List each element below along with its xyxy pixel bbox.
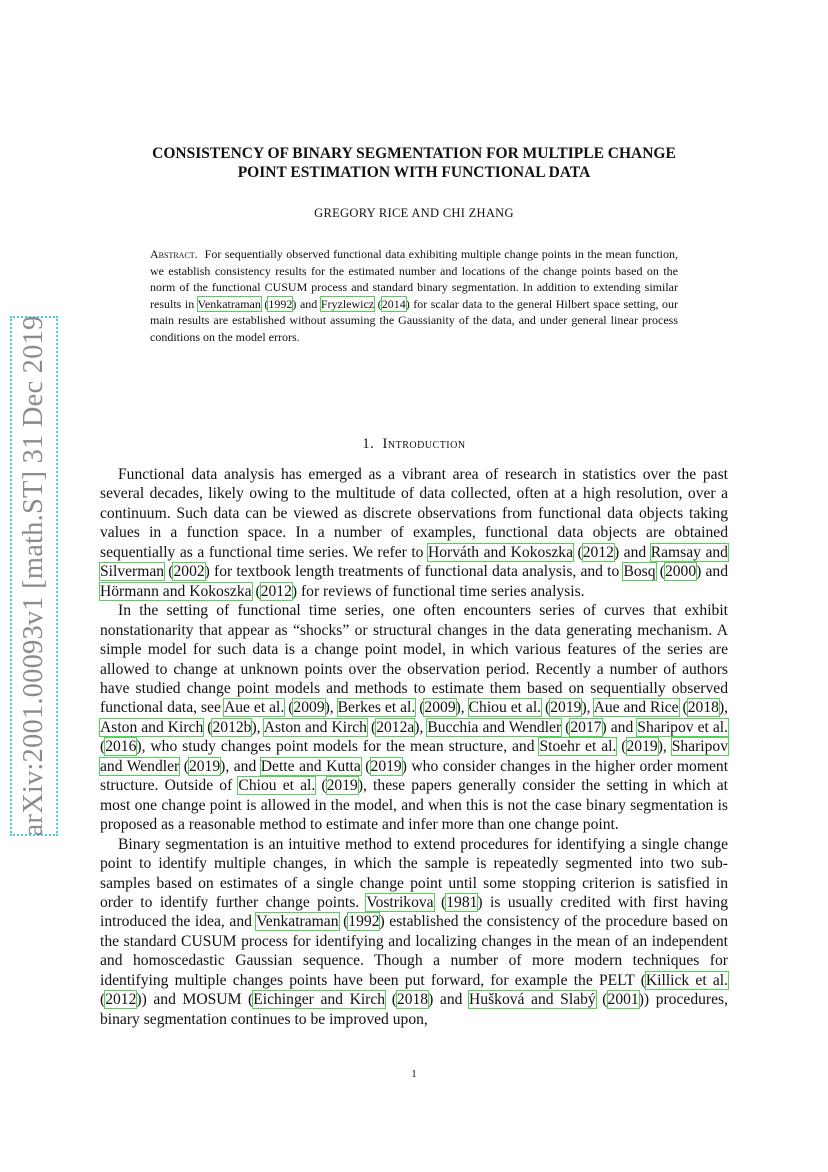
text-run: ) for reviews of functional time series analysis. [291,582,585,600]
paragraph-3 [100,835,728,1030]
text-run: ( [100,738,106,756]
abstract-text: ) for scalar data to the general Hilbert space setting, our main results are established without assuming the Gaussianity of the data, and under general linear process conditions on the model errors. [150,296,679,344]
text-run: ( [251,582,261,600]
text-run: ( [678,699,688,717]
paragraph-1 [100,465,728,601]
text-run: ), [414,718,428,736]
text-run: ( [655,563,665,581]
section-title: Introduction [382,436,466,452]
citation-year-link[interactable]: 2019 [626,738,658,756]
text-run: ( [385,991,397,1009]
text-run: ( [541,699,551,717]
citation-link[interactable]: Venkatraman [256,913,339,931]
citation-year-link[interactable]: 2009 [424,699,456,717]
text-run: ( [573,543,583,561]
citation-year-link[interactable]: 1992 [348,913,380,931]
citation-link[interactable]: Vostrikova [366,893,434,911]
citation-link[interactable]: Dette and Kutta [260,757,361,775]
text-run: ( [366,718,377,736]
citation-year-link[interactable]: 2019 [370,757,402,775]
text-run: ) for textbook length treatments of functional data analysis, and to [204,563,624,581]
text-run: In the setting of functional time series, one often encounters series of curves that exhibit nonstationarity that appear as “shocks” or structural changes in the data generating mechanism. A simple model for such data is a change point model, in which various features of the series are allowed to change at unknown points over the observation period. Recently a number of authors have studied change point models and methods to estimate them based on sequentially observed functional data, see [100,602,728,717]
citation-year-link[interactable]: 1992 [268,296,293,311]
citation-year-link[interactable]: 2012b [212,718,252,736]
text-run: Functional data analysis has emerged as a vibrant area of research in statistics over the past several decades, likely owing to the multitude of data collected, often at a high resolution, over a continuum. Such data can be viewed as discrete observations from functional data objects taking values in a function space. In a number of examples, functional data objects are obtained sequentially as a functional time series. We refer to [100,466,728,561]
text-run: ( [433,893,447,911]
citation-link[interactable]: Bosq [623,563,656,581]
title-line-1: CONSISTENCY OF BINARY SEGMENTATION FOR MULTIPLE CHANGE [152,145,676,162]
citation-year-link[interactable]: 1981 [446,893,478,911]
body-text [100,465,728,1029]
text-run: )) procedures, binary segmentation continues to be improved upon, [100,991,728,1028]
text-run: ), these papers generally consider the setting in which at most one change point is allowed in the model, and when this is not the case binary segmentation is proposed as a reasonable method to estimate and infer more than one change point. [100,777,728,834]
text-run: ( [360,757,371,775]
section-heading [100,436,728,453]
citation-year-link[interactable]: 2016 [105,738,137,756]
text-run: ), [324,699,338,717]
page-number: 1 [411,1068,417,1080]
citation-year-link[interactable]: 2012 [582,543,614,561]
citation-link[interactable]: Hörmann and Kokoszka [100,582,252,600]
section-number: 1. [362,436,375,452]
citation-link[interactable]: Eichinger and Kirch [253,991,386,1009]
text-run: ) established the consistency of the procedure based on the standard CUSUM process for identifying and localizing changes in the mean of an independent and homoscedastic Gaussian sequence. Though a number of more modern techniques for identifying multiple changes points have been put forward, for example the PELT ( [100,913,729,989]
citation-link[interactable]: Aue et al. [223,699,285,717]
citation-link[interactable]: Fryzlewicz [320,296,375,311]
citation-link[interactable]: Horváth and Kokoszka [428,543,574,561]
citation-year-link[interactable]: 2018 [687,699,719,717]
authors: GREGORY RICE AND CHI ZHANG [314,206,514,220]
citation-year-link[interactable]: 2019 [326,777,358,795]
text-run: ( [595,991,608,1009]
text-run: ) is usually credited with first having introduced the idea, and [100,893,728,931]
citation-link[interactable]: Killick et al. [645,971,728,989]
citation-year-link[interactable]: 2017 [570,718,602,736]
citation-link[interactable]: Aston and Kirch [263,718,367,736]
citation-year-link[interactable]: 2014 [381,296,406,311]
text-run: ( [415,699,425,717]
citation-link[interactable]: Berkes et al. [337,699,416,717]
text-run: ), and [220,757,261,775]
citation-link[interactable]: Sharipov and Wendler [100,738,729,775]
text-run: ( [616,738,627,756]
title-line-2: POINT ESTIMATION WITH FUNCTIONAL DATA [237,164,591,181]
arxiv-identifier: arXiv:2001.00093v1 [math.ST] 31 Dec 2019 [18,315,49,837]
text-run: Binary segmentation is an intuitive method to extend procedures for identifying a single change point to identify multiple changes, in which the sample is repeatedly segmented into two sub-samples based on estimates of a single change point until some stopping criterion is satisfied in order to identify further change points. [100,835,728,911]
citation-link[interactable]: Aston and Kirch [100,718,204,736]
citation-link[interactable]: Hušková and Slabý [469,991,596,1009]
citation-year-link[interactable]: 2002 [173,563,205,581]
text-run: ), [718,699,729,717]
citation-link[interactable]: Chiou et al. [238,777,316,795]
text-run: ) and [696,563,729,581]
citation-year-link[interactable]: 2019 [550,699,582,717]
text-run: ( [315,777,327,795]
text-run: ( [179,757,189,775]
text-run: ), [455,699,469,717]
text-run: ( [100,991,106,1009]
citation-year-link[interactable]: 2012a [376,718,415,736]
text-run: ), who study changes point models for the mean structure, and [136,738,540,756]
citation-link[interactable]: Chiou et al. [468,699,542,717]
citation-year-link[interactable]: 2001 [607,991,639,1009]
text-run: ) who consider changes in the higher order moment structure. Outside of [100,757,729,795]
text-run: ( [338,913,349,931]
abstract-text: For sequentially observed functional data exhibiting multiple change points in the mean function, we establish consistency results for the estimated number and locations of the change points based on the norm of the functional CUSUM process and standard binary segmentation. In addition to extending similar results in [150,247,678,311]
text-run: ), [251,718,264,736]
text-run: )) and MOSUM ( [136,991,254,1009]
text-run: ) and [601,718,638,736]
abstract [150,246,678,345]
citation-link[interactable]: Aue and Rice [593,699,679,717]
citation-year-link[interactable]: 2018 [396,991,429,1009]
paper-title [100,144,728,182]
text-run: ), [657,738,672,756]
text-run: ) and [428,991,470,1009]
text-run: ( [164,563,174,581]
citation-link[interactable]: Venkatraman [197,296,261,311]
text-run: ), [581,699,594,717]
abstract-text: ( [374,296,382,311]
abstract-text: ( [260,296,269,311]
citation-year-link[interactable]: 2009 [293,699,325,717]
citation-year-link[interactable]: 2012 [260,582,292,600]
abstract-text: ) and [292,296,321,311]
citation-year-link[interactable]: 2000 [664,563,697,581]
citation-link[interactable]: Ramsay and Silverman [100,543,728,581]
abstract-label: Abstract. [150,247,198,261]
citation-link[interactable]: Sharipov et al. [637,718,728,736]
arxiv-identifier-box[interactable] [10,316,58,836]
citation-year-link[interactable]: 2012 [105,991,137,1009]
text-run: ( [284,699,294,717]
text-run: ( [203,718,213,736]
citation-link[interactable]: Stoehr et al. [539,738,617,756]
paragraph-2 [100,601,728,834]
citation-year-link[interactable]: 2019 [188,757,221,775]
text-run: ) and [613,543,651,561]
citation-link[interactable]: Bucchia and Wendler [427,718,562,736]
text-run: ( [561,718,571,736]
